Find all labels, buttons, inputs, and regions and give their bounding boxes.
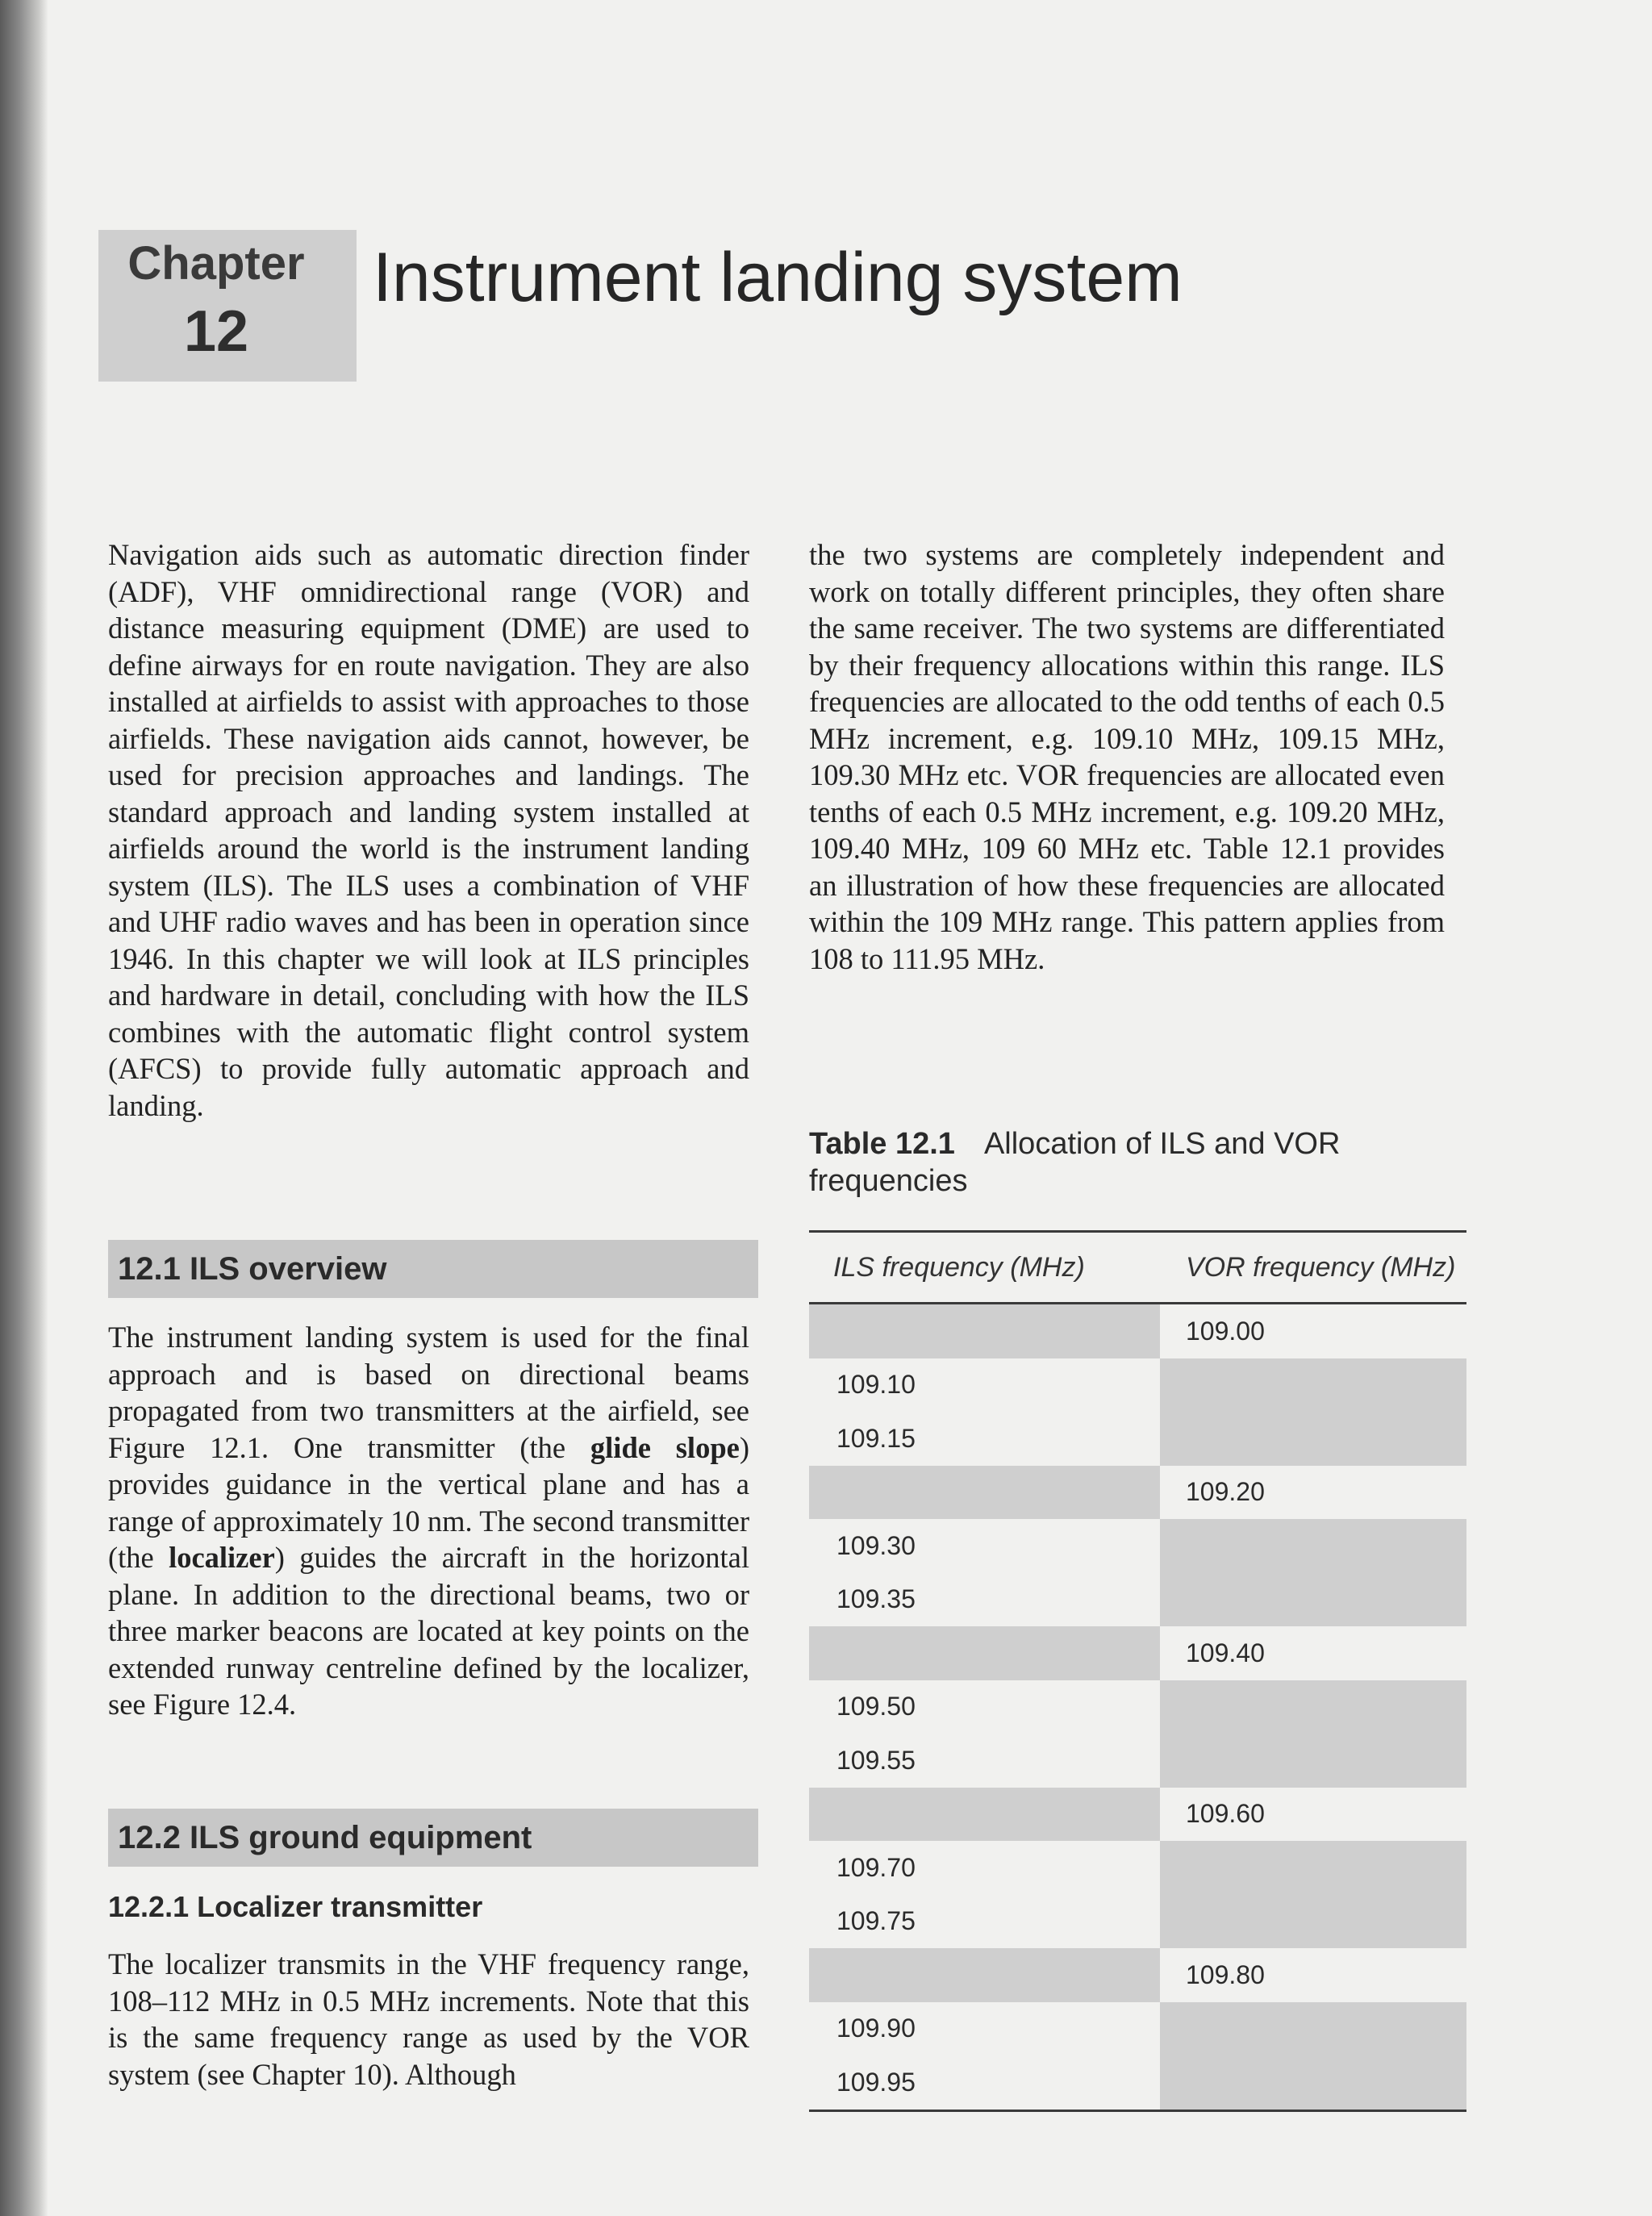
- section-12-2-paragraph: The localizer transmits in the VHF frequency range, 108–112 MHz in 0.5 MHz increments. Note that this is the same frequency range as used by the VOR system (see Chapter 10). Although: [108, 1947, 749, 2091]
- vor-cell: 109.40: [1186, 1638, 1265, 1667]
- vor-cell: [1160, 1573, 1466, 1627]
- ils-cell: 109.70: [836, 1852, 916, 1882]
- table-row: [809, 1948, 1466, 2002]
- ils-cell: [809, 1466, 1160, 1520]
- table-header-row: [809, 1232, 1466, 1304]
- ils-cell: 109.55: [836, 1745, 916, 1775]
- table-row: [809, 1734, 1466, 1788]
- ils-cell: [809, 1948, 1160, 2002]
- ils-cell: 109.15: [836, 1423, 916, 1453]
- ils-cell: 109.50: [836, 1692, 916, 1721]
- table-row: [809, 1519, 1466, 1573]
- table-row: [809, 1788, 1466, 1842]
- chapter-number: 12: [183, 299, 249, 364]
- section-12-2-body: [108, 1946, 749, 2093]
- text-run: ) guides the aircraft in the horizontal plane. In addition to the directional beams, two or three marker beacons are located at key points on the extended runway centreline defined by the localizer, see Figure 12.4.: [108, 1541, 749, 1721]
- vor-cell: [1160, 2002, 1466, 2056]
- intro-block: [108, 536, 749, 1124]
- table-row: [809, 2002, 1466, 2056]
- ils-cell: [809, 1788, 1160, 1842]
- book-spine-shadow: [0, 0, 48, 2216]
- frequency-table: [809, 1230, 1466, 2112]
- section-12-1-body: [108, 1319, 749, 1723]
- vor-cell: [1160, 1895, 1466, 1949]
- vor-cell: [1160, 2055, 1466, 2110]
- text-run: The instrument landing system is used for the final approach and is based on directional beams propagated from two transmitters at the airfield, see Figure 12.1. One transmitter (the: [108, 1321, 749, 1464]
- table-row: [809, 1626, 1466, 1680]
- localizer-term: localizer: [169, 1541, 275, 1574]
- subsection-heading-12-2-1: 12.2.1 Localizer transmitter: [108, 1890, 483, 1923]
- ils-cell: [809, 1304, 1160, 1358]
- vor-cell: [1160, 1412, 1466, 1466]
- ils-cell: [809, 1626, 1160, 1680]
- vor-cell: [1160, 1841, 1466, 1895]
- ils-cell: 109.10: [836, 1370, 916, 1400]
- vor-cell: [1160, 1358, 1466, 1413]
- vor-cell: 109.00: [1186, 1316, 1265, 1346]
- chapter-title: Instrument landing system: [373, 239, 1183, 316]
- ils-cell: 109.30: [836, 1530, 916, 1560]
- ils-cell: 109.75: [836, 1906, 916, 1936]
- ils-cell: 109.35: [836, 1584, 916, 1614]
- text-run: ) provides guidance in the vertical plane and has a range of approximately 10 nm. The second transmitter (the: [108, 1430, 749, 1574]
- vor-cell: [1160, 1680, 1466, 1734]
- vor-column-header: VOR frequency (MHz): [1160, 1232, 1466, 1304]
- table-row: [809, 1412, 1466, 1466]
- table-row: [809, 1895, 1466, 1949]
- section-heading-12-1: 12.1 ILS overview: [108, 1240, 758, 1298]
- vor-cell: 109.20: [1186, 1477, 1265, 1507]
- intro-paragraph: Navigation aids such as automatic direction finder (ADF), VHF omnidirectional range (VOR) and distance measuring equipment (DME) are used to define airways for en route navigation. They are also installed at airfields to assist with approaches to those airfields. These navigation aids cannot, however, be used for precision approaches and landings. The standard approach and landing system installed at airfields around the world is the instrument landing system (ILS). The ILS uses a combination of VHF and UHF radio waves and has been in operation since 1946. In this chapter we will look at ILS principles and hardware in detail, concluding with how the ILS combines with the automatic flight control system (AFCS) to provide fully automatic approach and landing.: [108, 538, 749, 1122]
- table-caption-text: Allocation of ILS and VOR frequencies: [809, 1127, 1341, 1198]
- table-row: [809, 1680, 1466, 1734]
- glide-slope-term: glide slope: [590, 1430, 740, 1464]
- table-caption: [809, 1125, 1446, 1200]
- right-column-paragraph: the two systems are completely independent and work on totally different principles, they often share the same receiver. The two systems are differentiated by their frequency allocations within this range. ILS frequencies are allocated to the odd tenths of each 0.5 MHz increment, e.g. 109.10 MHz, 109.15 MHz, 109.30 MHz etc. VOR frequencies are allocated even tenths of each 0.5 MHz increment, e.g. 109.20 MHz, 109.40 MHz, 109 60 MHz etc. Table 12.1 provides an illustration of how these frequencies are allocated within the 109 MHz range. This pattern applies from 108 to 111.95 MHz.: [809, 538, 1445, 975]
- vor-cell: 109.80: [1186, 1959, 1265, 1989]
- chapter-label: Chapter: [127, 237, 305, 290]
- vor-cell: 109.60: [1186, 1799, 1265, 1829]
- ils-column-header: ILS frequency (MHz): [809, 1232, 1160, 1304]
- table-row: [809, 1358, 1466, 1413]
- ils-cell: 109.95: [809, 2055, 1160, 2110]
- table-row: [809, 1573, 1466, 1627]
- table-row: [809, 1304, 1466, 1358]
- right-column-block: [809, 536, 1445, 977]
- section-12-1-paragraph: [108, 1319, 749, 1723]
- table-row: [809, 1466, 1466, 1520]
- vor-cell: [1160, 1734, 1466, 1788]
- ils-cell: 109.90: [836, 2014, 916, 2043]
- table-row: [809, 1841, 1466, 1895]
- table-number: Table 12.1: [809, 1127, 955, 1161]
- vor-cell: [1160, 1519, 1466, 1573]
- table-row: [809, 2055, 1466, 2110]
- section-heading-12-2: 12.2 ILS ground equipment: [108, 1809, 758, 1867]
